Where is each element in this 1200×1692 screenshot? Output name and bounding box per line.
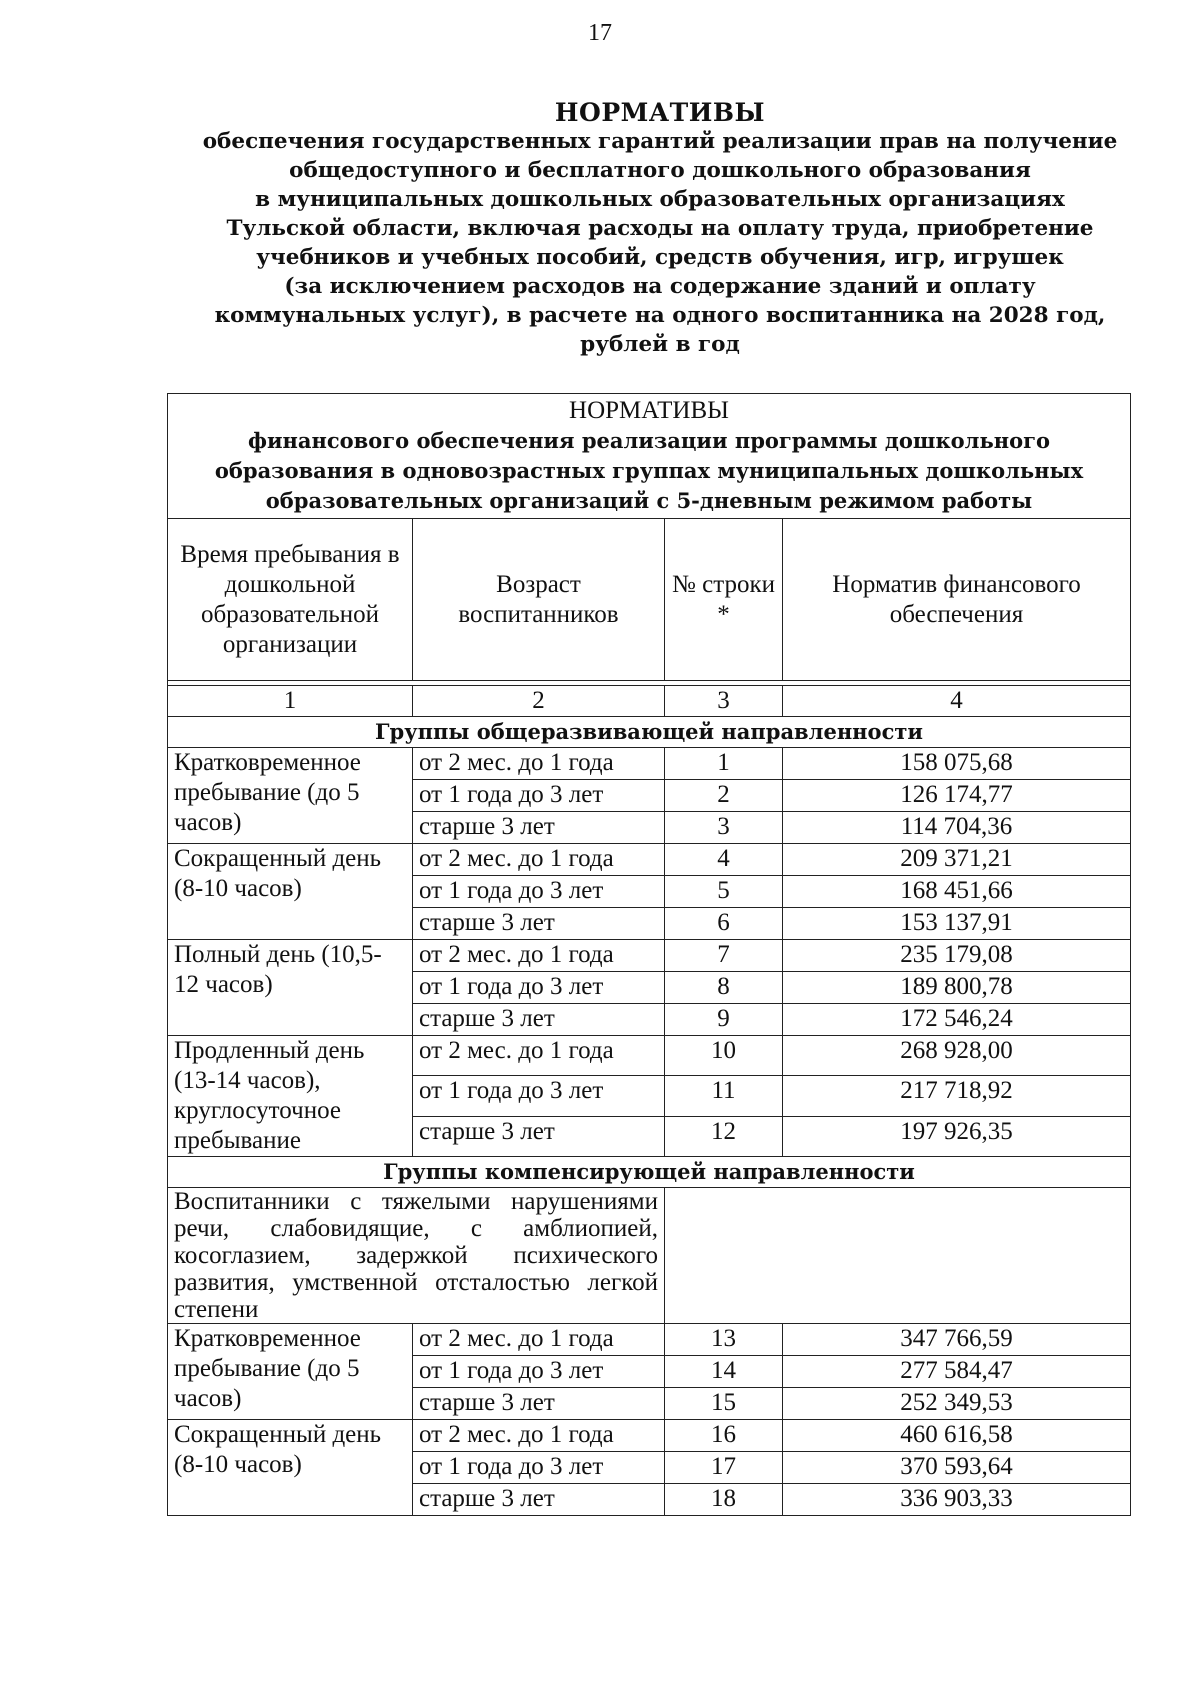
heading-line: рублей в год xyxy=(580,332,740,357)
age-cell: от 1 года до 3 лет xyxy=(413,1452,665,1484)
heading-line: коммунальных услуг), в расчете на одного воспитанника на 2028 год, xyxy=(214,303,1106,328)
age-cell: от 2 мес. до 1 года xyxy=(413,748,665,780)
age-cell: от 1 года до 3 лет xyxy=(413,972,665,1004)
row-number-cell: 16 xyxy=(665,1420,783,1452)
age-cell: от 1 года до 3 лет xyxy=(413,1076,665,1116)
column-number: 1 xyxy=(168,686,413,717)
table-subtitle-line: образования в одновозрастных группах муниципальных дошкольных xyxy=(214,458,1084,483)
norm-value-cell: 217 718,92 xyxy=(783,1076,1131,1116)
norm-value-cell: 189 800,78 xyxy=(783,972,1131,1004)
page-number: 17 xyxy=(588,20,612,46)
age-cell: старше 3 лет xyxy=(413,908,665,940)
row-number-cell: 15 xyxy=(665,1388,783,1420)
column-numbers-row xyxy=(168,686,1131,717)
heading-line: учебников и учебных пособий, средств обучения, игр, игрушек xyxy=(256,245,1064,270)
norm-value-cell: 347 766,59 xyxy=(783,1324,1131,1356)
heading-line: обеспечения государственных гарантий реализации прав на получение xyxy=(202,129,1118,154)
age-cell: от 2 мес. до 1 года xyxy=(413,1036,665,1076)
stay-time-cell: Кратковременное пребывание (до 5 часов) xyxy=(168,1324,413,1420)
section-title-row xyxy=(168,1157,1131,1188)
norm-value-cell: 370 593,64 xyxy=(783,1452,1131,1484)
norm-value-cell: 460 616,58 xyxy=(783,1420,1131,1452)
age-cell: старше 3 лет xyxy=(413,1004,665,1036)
norm-value-cell: 114 704,36 xyxy=(783,812,1131,844)
age-cell: от 2 мес. до 1 года xyxy=(413,940,665,972)
row-number-cell: 7 xyxy=(665,940,783,972)
row-number-cell: 10 xyxy=(665,1036,783,1076)
table-row xyxy=(168,748,1131,780)
age-cell: старше 3 лет xyxy=(413,812,665,844)
row-number-cell: 18 xyxy=(665,1484,783,1516)
norm-value-cell: 158 075,68 xyxy=(783,748,1131,780)
age-cell: старше 3 лет xyxy=(413,1388,665,1420)
column-number: 4 xyxy=(783,686,1131,717)
row-number-cell: 13 xyxy=(665,1324,783,1356)
norm-value-cell: 268 928,00 xyxy=(783,1036,1131,1076)
row-number-cell: 6 xyxy=(665,908,783,940)
stay-time-cell: Продленный день (13-14 часов), круглосуточное пребывание xyxy=(168,1036,413,1157)
condition-text: Воспитанники с тяжелыми нарушениями речи, слабовидящие, с амблиопией, косоглазием, задержкой психического развития, умственной отсталостью легкой степени xyxy=(168,1188,665,1324)
table-row xyxy=(168,1324,1131,1356)
row-number-cell: 5 xyxy=(665,876,783,908)
heading-line: общедоступного и бесплатного дошкольного образования xyxy=(289,158,1031,183)
table-title: НОРМАТИВЫ xyxy=(569,397,729,424)
norm-value-cell: 235 179,08 xyxy=(783,940,1131,972)
header-norm: Норматив финансового обеспечения xyxy=(783,519,1131,681)
column-number: 3 xyxy=(665,686,783,717)
row-number-cell: 8 xyxy=(665,972,783,1004)
norm-value-cell: 168 451,66 xyxy=(783,876,1131,908)
row-number-cell: 9 xyxy=(665,1004,783,1036)
table-row xyxy=(168,940,1131,972)
norm-value-cell: 252 349,53 xyxy=(783,1388,1131,1420)
row-number-cell: 3 xyxy=(665,812,783,844)
age-cell: старше 3 лет xyxy=(413,1484,665,1516)
heading-line: (за исключением расходов на содержание зданий и оплату xyxy=(284,274,1036,299)
table-subtitle-line: финансового обеспечения реализации программы дошкольного xyxy=(248,428,1050,453)
row-number-cell: 12 xyxy=(665,1116,783,1156)
stay-time-cell: Сокращенный день (8-10 часов) xyxy=(168,1420,413,1516)
table-row xyxy=(168,844,1131,876)
norm-value-cell: 197 926,35 xyxy=(783,1116,1131,1156)
norms-table xyxy=(167,393,1131,1516)
header-time: Время пребывания в дошкольной образовательной организации xyxy=(168,519,413,681)
column-number: 2 xyxy=(413,686,665,717)
table-title-cell xyxy=(168,394,1131,519)
heading-title: НОРМАТИВЫ xyxy=(554,98,766,127)
table-row xyxy=(168,1036,1131,1076)
row-number-cell: 2 xyxy=(665,780,783,812)
norm-value-cell: 172 546,24 xyxy=(783,1004,1131,1036)
table-subtitle-line: образовательных организаций с 5-дневным режимом работы xyxy=(265,488,1033,513)
stay-time-cell: Полный день (10,5-12 часов) xyxy=(168,940,413,1036)
header-age: Возраст воспитанников xyxy=(413,519,665,681)
condition-empty-cell xyxy=(665,1188,1131,1324)
condition-row xyxy=(168,1188,1131,1324)
table-title-row xyxy=(168,394,1131,519)
row-number-cell: 1 xyxy=(665,748,783,780)
age-cell: от 2 мес. до 1 года xyxy=(413,1324,665,1356)
section-title-row xyxy=(168,717,1131,748)
section-title: Группы компенсирующей направленности xyxy=(168,1157,1131,1188)
header-row-no: № строки * xyxy=(665,519,783,681)
row-number-cell: 11 xyxy=(665,1076,783,1116)
table-row xyxy=(168,1420,1131,1452)
document-heading xyxy=(160,98,1160,359)
heading-line: Тульской области, включая расходы на оплату труда, приобретение xyxy=(226,216,1094,241)
age-cell: от 1 года до 3 лет xyxy=(413,1356,665,1388)
norm-value-cell: 277 584,47 xyxy=(783,1356,1131,1388)
norm-value-cell: 209 371,21 xyxy=(783,844,1131,876)
norms-table-body xyxy=(168,394,1131,1516)
age-cell: от 2 мес. до 1 года xyxy=(413,844,665,876)
age-cell: от 2 мес. до 1 года xyxy=(413,1420,665,1452)
table-header-row xyxy=(168,519,1131,681)
age-cell: от 1 года до 3 лет xyxy=(413,780,665,812)
age-cell: старше 3 лет xyxy=(413,1116,665,1156)
stay-time-cell: Сокращенный день (8-10 часов) xyxy=(168,844,413,940)
row-number-cell: 17 xyxy=(665,1452,783,1484)
row-number-cell: 4 xyxy=(665,844,783,876)
section-title: Группы общеразвивающей направленности xyxy=(168,717,1131,748)
row-number-cell: 14 xyxy=(665,1356,783,1388)
norm-value-cell: 336 903,33 xyxy=(783,1484,1131,1516)
heading-line: в муниципальных дошкольных образовательных организациях xyxy=(255,187,1065,212)
age-cell: от 1 года до 3 лет xyxy=(413,876,665,908)
norm-value-cell: 153 137,91 xyxy=(783,908,1131,940)
norm-value-cell: 126 174,77 xyxy=(783,780,1131,812)
stay-time-cell: Кратковременное пребывание (до 5 часов) xyxy=(168,748,413,844)
